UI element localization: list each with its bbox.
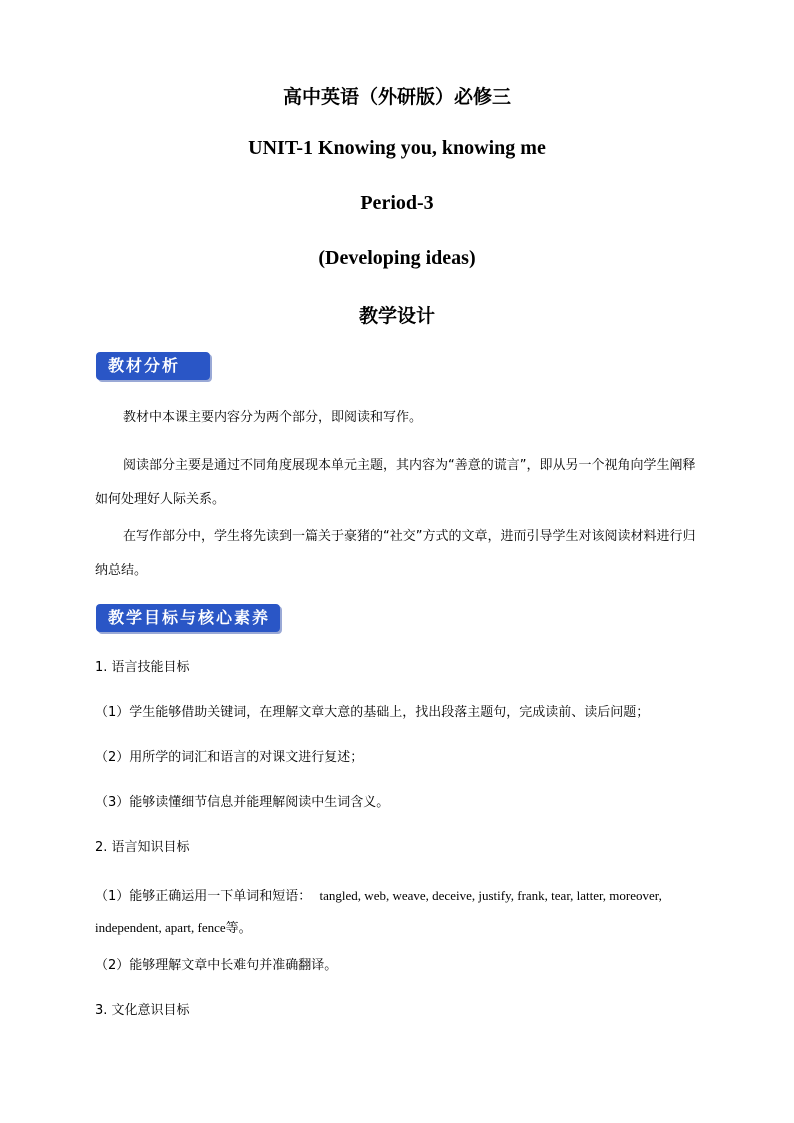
goal-heading: 2. 语言知识目标 [95,840,190,855]
vocab-word-list: tangled, web, weave, deceive, justify, frank, tear, latter, moreover, independent, apart, fence [95,888,662,935]
document-type: 教学设计 [358,305,435,327]
document-title: 高中英语（外研版）必修三 [282,86,511,108]
period-title: Period-3 [360,192,434,214]
goal-item-vocabulary [95,880,707,944]
vocab-prefix: （1）能够正确运用一下单词和短语： [95,889,312,904]
unit-title: UNIT-1 Knowing you, knowing me [248,137,546,159]
paragraph: 阅读部分主要是通过不同角度展现本单元主题，其内容为“善意的谎言”，即从另一个视角向学生阐释如何处理好人际关系。 [95,458,696,507]
goal-heading: 3. 文化意识目标 [95,1003,190,1018]
goal-heading: 1. 语言技能目标 [95,660,190,675]
lesson-subtitle: (Developing ideas) [318,247,476,269]
section-badge-teaching-goals: 教学目标与核心素养 [96,604,280,632]
goal-item: （2）能够理解文章中长难句并准确翻译。 [95,958,338,973]
goal-item: （1）学生能够借助关键词，在理解文章大意的基础上，找出段落主题句，完成读前、读后问题； [95,705,650,720]
section-badge-materials-analysis: 教材分析 [96,352,210,380]
goal-item: （2）用所学的词汇和语言的对课文进行复述； [95,750,364,765]
paragraph: 在写作部分中，学生将先读到一篇关于豪猪的“社交”方式的文章，进而引导学生对该阅读材料进行归纳总结。 [95,529,696,578]
paragraph: 教材中本课主要内容分为两个部分，即阅读和写作。 [123,410,423,425]
vocab-suffix: 等。 [225,921,252,936]
goal-item: （3）能够读懂细节信息并能理解阅读中生词含义。 [95,795,390,810]
